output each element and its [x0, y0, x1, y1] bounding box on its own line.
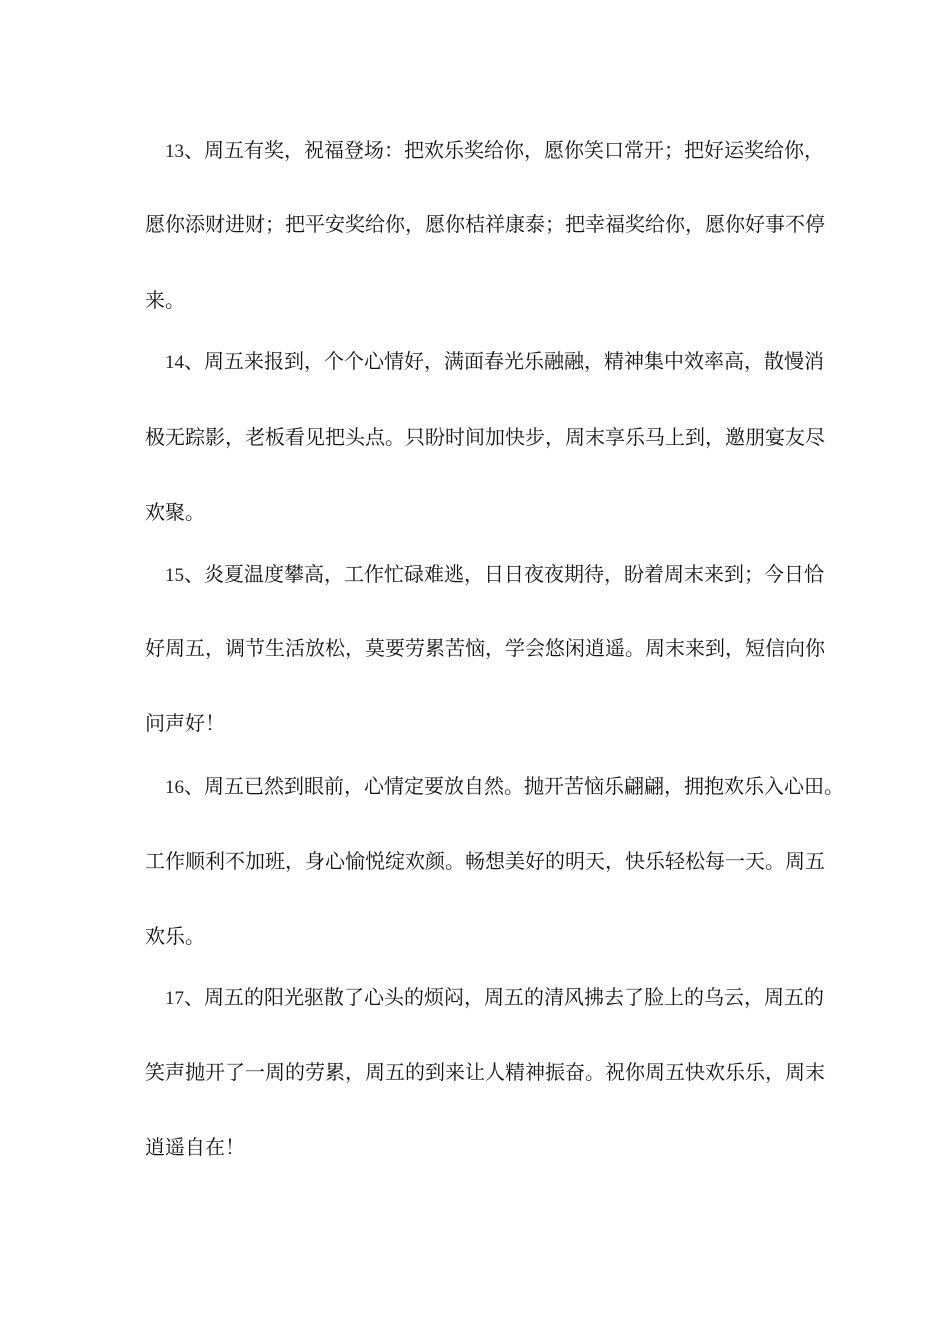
paragraph-13-line-3: 来。 [145, 288, 185, 312]
paragraph-16-line-3: 欢乐。 [145, 924, 205, 948]
paragraph-13-line-2: 愿你添财进财；把平安奖给你，愿你桔祥康泰；把幸福奖给你，愿你好事不停 [145, 212, 825, 236]
paragraph-17-line-2: 笑声抛开了一周的劳累，周五的到来让人精神振奋。祝你周五快欢乐乐，周末 [145, 1060, 825, 1084]
paragraph-number: 17 [165, 988, 184, 1009]
paragraph-number: 15 [165, 565, 184, 586]
paragraph-16-line-2: 工作顺利不加班，身心愉悦绽欢颜。畅想美好的明天，快乐轻松每一天。周五 [145, 849, 825, 873]
paragraph-text: 、周五有奖，祝福登场：把欢乐奖给你，愿你笑口常开；把好运奖给你， [184, 138, 824, 162]
paragraph-15-line-1 [165, 560, 825, 590]
paragraph-number: 16 [165, 777, 184, 798]
paragraph-number: 13 [165, 141, 184, 162]
paragraph-17-line-3: 逍遥自在！ [145, 1135, 245, 1159]
paragraph-14-line-3: 欢聚。 [145, 500, 205, 524]
paragraph-text: 、周五已然到眼前，心情定要放自然。抛开苦恼乐翩翩，拥抱欢乐入心田。 [184, 774, 844, 798]
paragraph-number: 14 [165, 352, 184, 373]
paragraph-13-line-1 [165, 136, 825, 166]
paragraph-text: 、周五的阳光驱散了心头的烦闷，周五的清风拂去了脸上的乌云，周五的 [184, 985, 824, 1009]
paragraph-16-line-1 [165, 772, 844, 802]
paragraph-14-line-1 [165, 347, 825, 377]
paragraph-15-line-2: 好周五，调节生活放松，莫要劳累苦恼，学会悠闲逍遥。周末来到，短信向你 [145, 636, 825, 660]
paragraph-14-line-2: 极无踪影，老板看见把头点。只盼时间加快步，周末享乐马上到，邀朋宴友尽 [145, 425, 825, 449]
paragraph-text: 、炎夏温度攀高，工作忙碌难逃，日日夜夜期待，盼着周末来到；今日恰 [184, 562, 824, 586]
paragraph-15-line-3: 问声好！ [145, 711, 225, 735]
paragraph-17-line-1 [165, 983, 825, 1013]
paragraph-text: 、周五来报到，个个心情好，满面春光乐融融，精神集中效率高，散慢消 [184, 349, 824, 373]
